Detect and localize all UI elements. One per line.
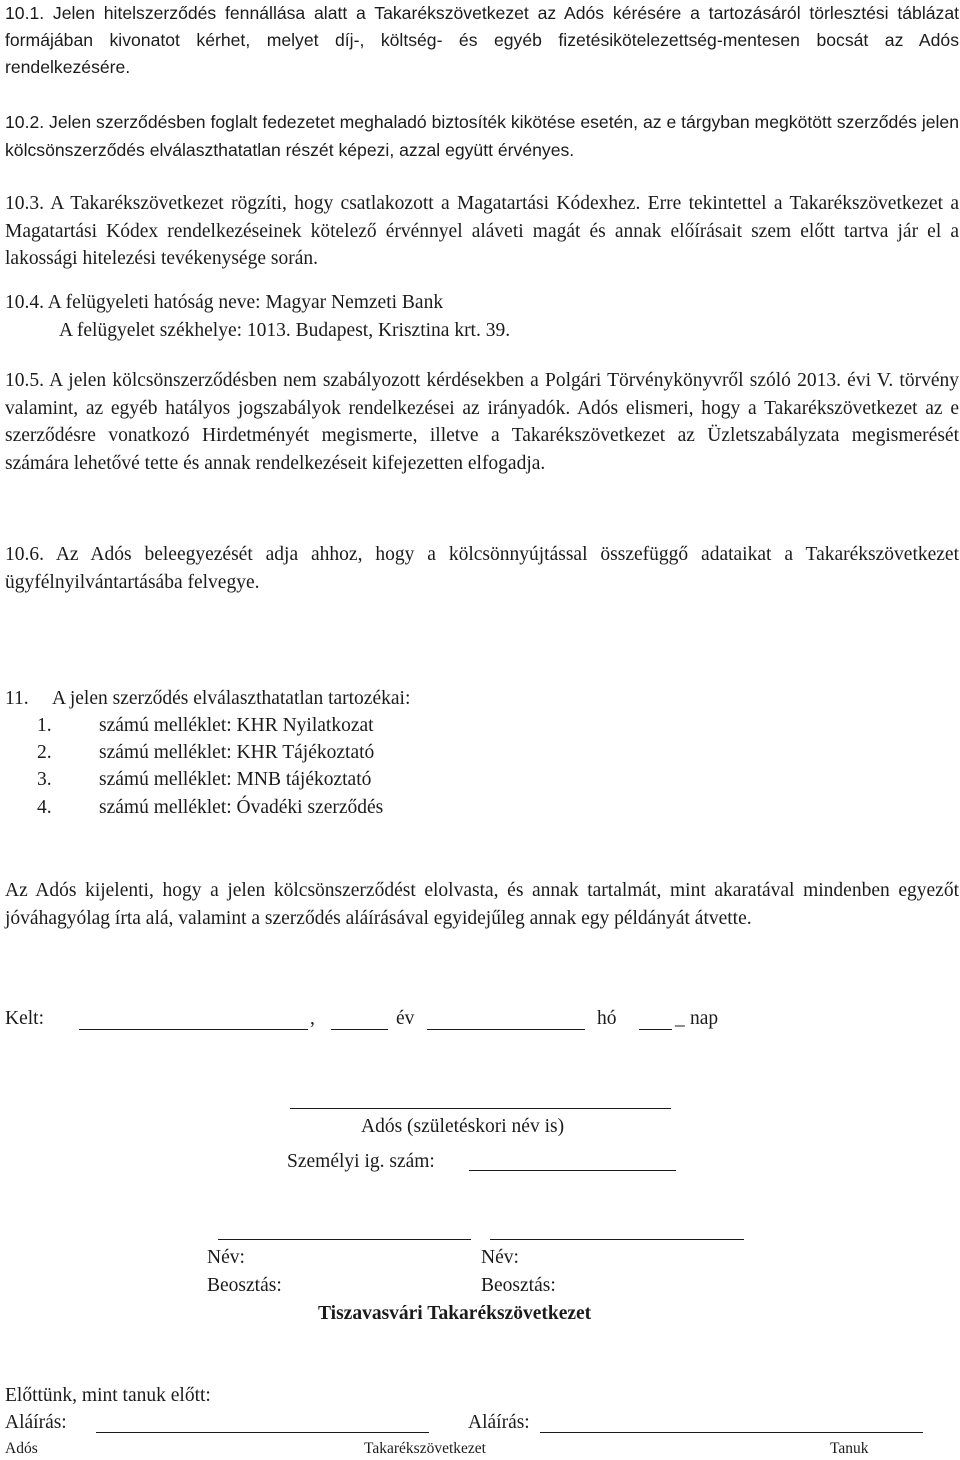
- section-11-heading: 11. A jelen szerződés elválaszthatatlan tartozékai:: [5, 688, 411, 709]
- footer-label-witnesses: Tanuk: [830, 1440, 869, 1457]
- kelt-day-label: nap: [690, 1008, 719, 1029]
- bank-role-label-2: Beosztás:: [481, 1275, 556, 1296]
- witness-sign-label-1: Aláírás:: [5, 1412, 67, 1433]
- witness-signature-line-2: [540, 1432, 923, 1433]
- kelt-year-label: év: [396, 1008, 415, 1029]
- debtor-id-label: Személyi ig. szám:: [287, 1151, 435, 1172]
- attachment-text: számú melléklet: MNB tájékoztató: [99, 769, 372, 790]
- footer-label-bank: Takarékszövetkezet: [364, 1440, 486, 1457]
- attachment-item: [0, 768, 960, 792]
- attachment-text: számú melléklet: KHR Tájékoztató: [99, 742, 375, 763]
- kelt-label: Kelt:: [5, 1008, 44, 1029]
- kelt-day-blank: [639, 1029, 672, 1030]
- section-10-4-seat: A felügyelet székhelye: 1013. Budapest, Krisztina krt. 39.: [59, 320, 511, 341]
- attachment-item: [0, 714, 960, 738]
- kelt-place-blank: [79, 1029, 308, 1030]
- section-10-2: 10.2. Jelen szerződésben foglalt fedezetet meghaladó biztosíték kikötése esetén, az e tárgyban megkötött szerződés jelen kölcsönszerződés elválaszthatatlan részét képezi, azzal együtt érvényes.: [5, 112, 959, 160]
- section-10-3: 10.3. A Takarékszövetkezet rögzíti, hogy csatlakozott a Magatartási Kódexhez. Erre tekintettel a Takarékszövetkezet a Magatartási Kódex rendelkezéseinek kötelező érvénnyel aláveti magát és annak előírásait szem előtt tartva jár el a lakossági hitelezési tevékenysége során.: [5, 193, 959, 269]
- kelt-underscore: _: [675, 1008, 685, 1029]
- attachment-number: 3.: [37, 769, 52, 790]
- footer-label-debtor: Adós: [5, 1440, 38, 1457]
- section-10-1: 10.1. Jelen hitelszerződés fennállása alatt a Takarékszövetkezet az Adós kérésére a tartozásáról törlesztési táblázat formájában kivonatot kérhet, melyet díj-, költség- és egyéb fizetésikötelezettség-mentesen bocsát az Adós rendelkezésére.: [5, 3, 959, 77]
- debtor-signature-line: [290, 1108, 671, 1109]
- attachment-text: számú melléklet: KHR Nyilatkozat: [99, 715, 374, 736]
- bank-signature-line-1: [218, 1239, 471, 1240]
- bank-name-label-2: Név:: [481, 1247, 519, 1268]
- attachment-item: [0, 796, 960, 820]
- section-10-6: 10.6. Az Adós beleegyezését adja ahhoz, hogy a kölcsönnyújtással összefüggő adataikat a Takarékszövetkezet ügyfélnyilvántartásába felvegye.: [5, 544, 959, 593]
- bank-signature-line-2: [490, 1239, 744, 1240]
- bank-role-label-1: Beosztás:: [207, 1275, 282, 1296]
- section-10-5: 10.5. A jelen kölcsönszerződésben nem szabályozott kérdésekben a Polgári Törvénykönyvről szóló 2013. évi V. törvény valamint, az egyéb hatályos jogszabályok rendelkezései az irányadók. Adós elismeri, hogy a Takarékszövetkezet az e szerződésre vonatkozó Hirdetményét megismerte, illetve a Takarékszövetkezet az Üzletszabályzata megismerését számára lehetővé tette és annak rendelkezéseit kifejezetten elfogadja.: [5, 370, 959, 474]
- witnesses-intro: Előttünk, mint tanuk előtt:: [5, 1385, 211, 1406]
- witness-signature-line-1: [96, 1432, 429, 1433]
- debtor-declaration: Az Adós kijelenti, hogy a jelen kölcsönszerződést elolvasta, és annak tartalmát, mint akaratával mindenben egyezőt jóváhagyólag írta alá, valamint a szerződés aláírásával egyidejűleg annak egy példányát átvette.: [5, 880, 959, 929]
- attachment-text: számú melléklet: Óvadéki szerződés: [99, 797, 384, 818]
- witness-sign-label-2: Aláírás:: [468, 1412, 530, 1433]
- kelt-comma: ,: [310, 1008, 315, 1029]
- bank-company-name: Tiszavasvári Takarékszövetkezet: [318, 1303, 592, 1324]
- attachment-number: 1.: [37, 715, 52, 736]
- attachment-number: 2.: [37, 742, 52, 763]
- kelt-month-label: hó: [597, 1008, 617, 1029]
- section-10-4-authority: 10.4. A felügyeleti hatóság neve: Magyar Nemzeti Bank: [5, 292, 444, 313]
- debtor-signature-label: Adós (születéskori név is): [361, 1116, 565, 1137]
- bank-name-label-1: Név:: [207, 1247, 245, 1268]
- attachment-item: [0, 741, 960, 765]
- kelt-year-blank: [331, 1029, 388, 1030]
- kelt-month-blank: [427, 1029, 585, 1030]
- debtor-id-blank: [469, 1170, 676, 1171]
- attachment-number: 4.: [37, 797, 52, 818]
